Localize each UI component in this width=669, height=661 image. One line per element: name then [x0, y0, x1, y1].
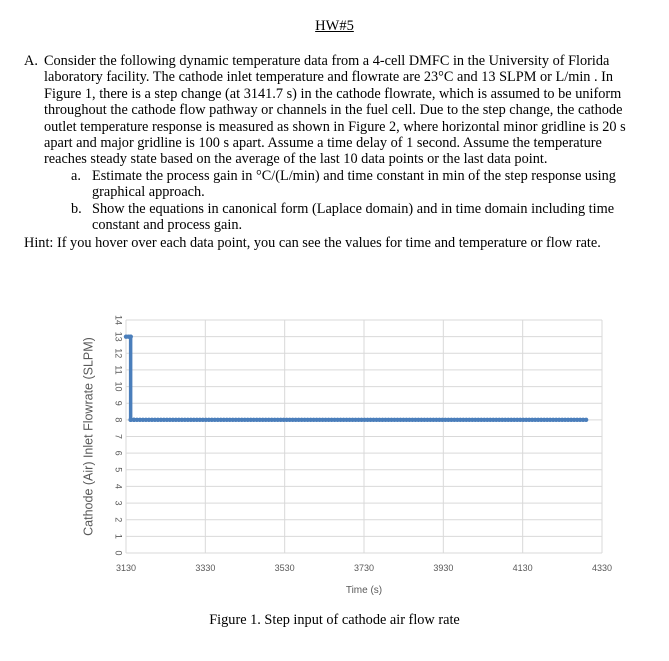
y-tick-label: 1: [113, 533, 124, 539]
x-tick-label: 3530: [274, 563, 295, 573]
data-point: [584, 418, 588, 422]
y-tick-label: 8: [113, 417, 124, 423]
y-tick-label: 7: [113, 433, 124, 440]
y-tick-label: 0: [113, 550, 124, 556]
y-tick-label: 3: [113, 500, 124, 506]
problem-label: A.: [24, 53, 38, 69]
figure-caption: Figure 1. Step input of cathode air flow rate: [209, 612, 460, 628]
y-tick-label: 5: [113, 467, 124, 473]
document-title: HW#5: [315, 18, 354, 34]
y-axis-title: Cathode (Air) Inlet Flowrate (SLPM): [81, 337, 96, 536]
y-tick-label: 2: [113, 517, 124, 523]
flowrate-chart: [72, 303, 612, 603]
list-item-b: [24, 201, 634, 234]
x-tick-label: 3130: [115, 563, 137, 573]
problem-text: Consider the following dynamic temperature data from a 4-cell DMFC in the University of Florida laboratory facility. The cathode inlet temperature and flowrate are 23°C and 13 SLPM or L/min . In Figure 1, there is a step change (at 3141.7 s) in the cathode flowrate, which is assumed to be uniform throughout the cathode flow pathway or channels in the fuel cell. Due to the step change, the cathode outlet temperature response is measured as shown in Figure 2, where horizontal minor gridline is 20 s apart and major gridline is 100 s apart. Assume a time delay of 1 second. Assume the temperature reaches steady state based on the average of the last 10 data points or the last data point.: [44, 53, 626, 168]
y-tick-label: 10: [113, 381, 124, 392]
x-tick-label: 3730: [353, 563, 375, 573]
x-axis-title: Time (s): [345, 585, 383, 596]
problem-paragraph: [24, 53, 634, 168]
list-item-a: [24, 168, 634, 201]
y-tick-label: 13: [113, 331, 124, 342]
problem-body: [24, 53, 634, 252]
x-tick-label: 3930: [433, 563, 454, 573]
y-tick-label: 11: [113, 365, 124, 375]
series-line: [126, 337, 586, 420]
x-tick-label: 4330: [591, 563, 612, 573]
list-item-label: b.: [71, 200, 82, 217]
x-tick-label: 4130: [512, 563, 533, 573]
y-tick-label: 12: [113, 348, 124, 359]
y-tick-label: 9: [113, 400, 124, 406]
list-item-label: a.: [71, 167, 81, 184]
x-tick-label: 3330: [195, 563, 216, 573]
y-tick-label: 14: [113, 314, 124, 326]
data-point: [128, 334, 132, 338]
y-tick-label: 4: [113, 483, 124, 489]
y-tick-label: 6: [113, 450, 124, 456]
list-item-text: Show the equations in canonical form (Laplace domain) and in time domain including time constant and process gain.: [92, 200, 615, 234]
list-item-text: Estimate the process gain in °C/(L/min) and time constant in min of the step response using graphical approach.: [92, 167, 616, 201]
hint-text: Hint: If you hover over each data point, you can see the values for time and temperature or flow rate.: [24, 235, 601, 252]
